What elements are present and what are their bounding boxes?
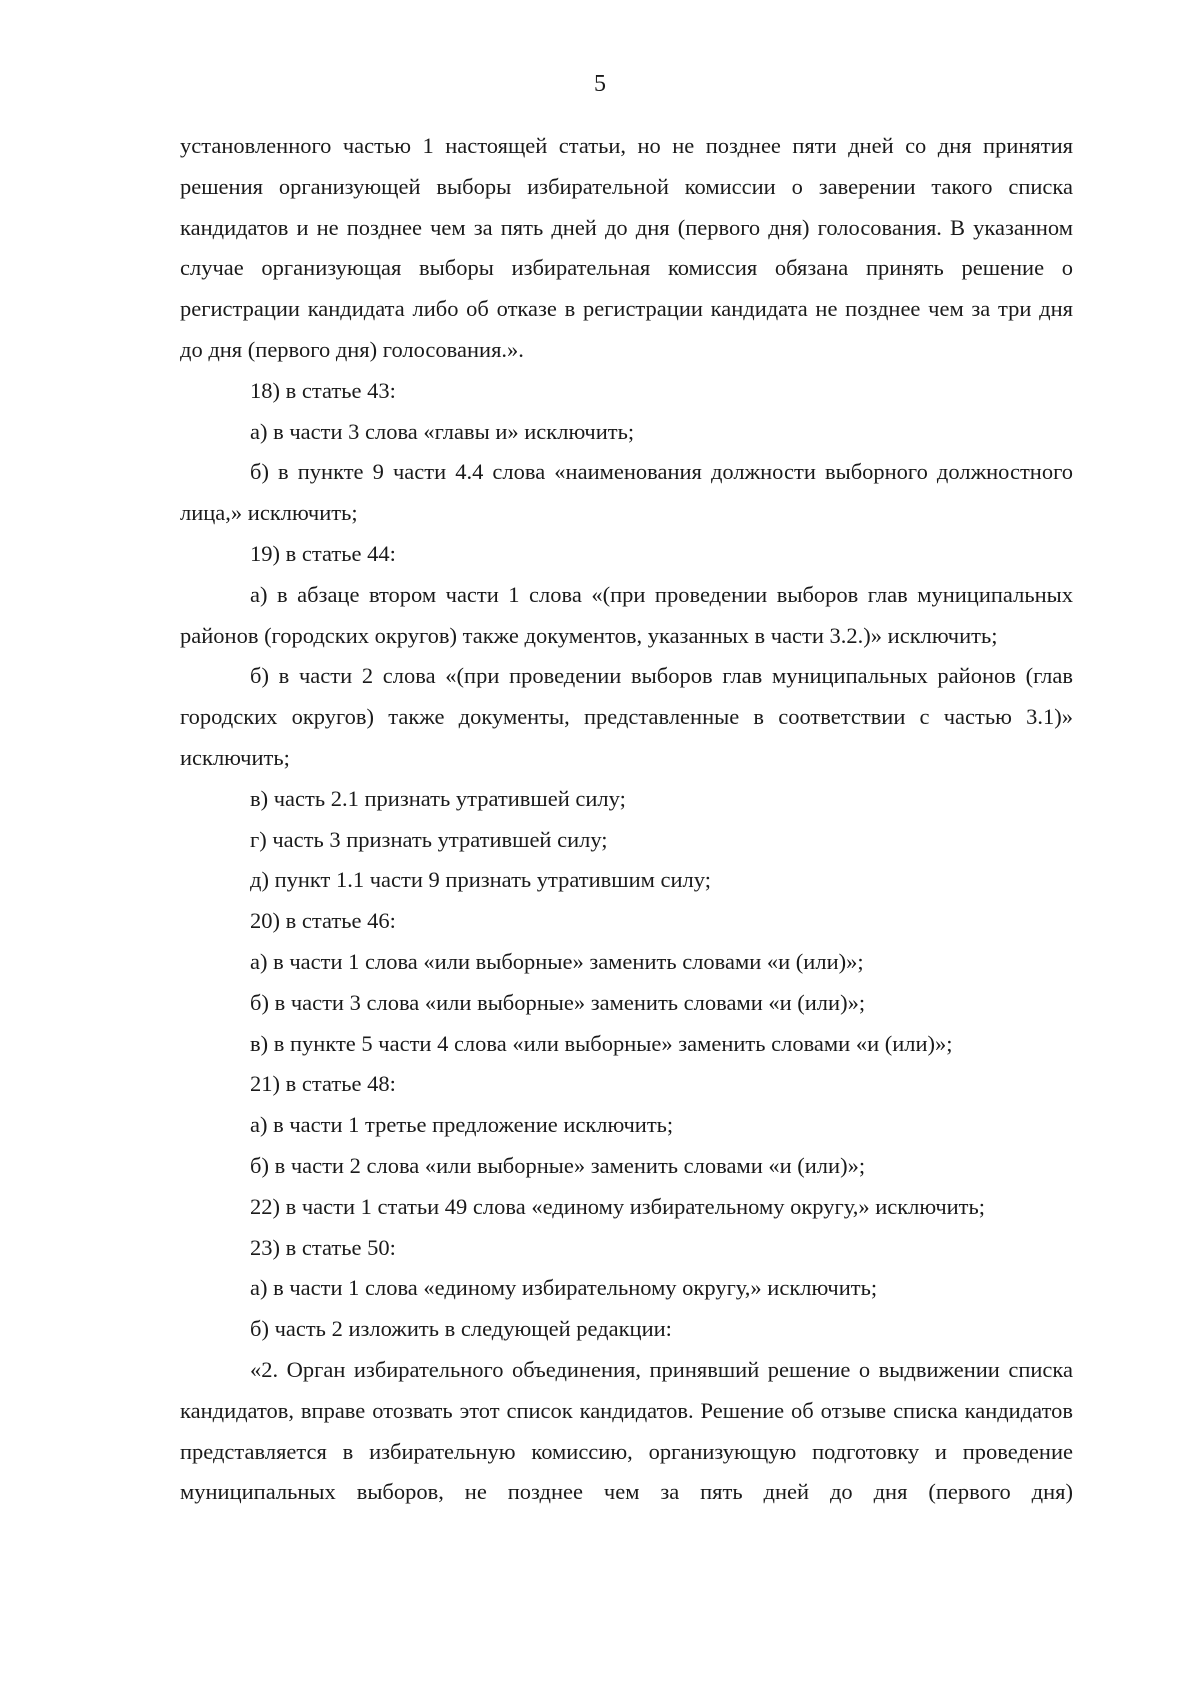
paragraph-item-21a: а) в части 1 третье предложение исключить;: [250, 1112, 674, 1138]
paragraph-item-20a: а) в части 1 слова «или выборные» заменить словами «и (или)»;: [250, 948, 864, 974]
paragraph-quoted-part-2: «2. Орган избирательного объединения, принявший решение о выдвижении списка кандидатов, вправе отозвать этот список кандидатов. Решение об отзыве списка кандидатов представляется в избирательную комиссию, организующую подготовку и проведение муниципальных выборов, не позднее чем за пять дней до дня (первого дня): [180, 1356, 1073, 1505]
paragraph-item-19g: г) часть 3 признать утратившей силу;: [250, 826, 608, 852]
paragraph-item-23a: а) в части 1 слова «единому избирательному округу,» исключить;: [250, 1275, 878, 1301]
paragraph-continuation: установленного частью 1 настоящей статьи, но не позднее пяти дней со дня принятия решения организующей выборы избирательной комиссии о заверении такого списка кандидатов и не позднее чем за пять дней до дня (первого дня) голосования. В указанном случае организующая выборы избирательная комиссия обязана принять решение о регистрации кандидата либо об отказе в регистрации кандидата не позднее чем за три дня до дня (первого дня) голосования.».: [180, 133, 1073, 362]
document-body: [180, 126, 1073, 1513]
paragraph-item-19d: д) пункт 1.1 части 9 признать утратившим силу;: [250, 867, 711, 893]
paragraph-item-18a: а) в части 3 слова «главы и» исключить;: [250, 418, 635, 444]
paragraph-item-20v: в) в пункте 5 части 4 слова «или выборные» заменить словами «и (или)»;: [250, 1030, 953, 1056]
paragraph-item-19a: а) в абзаце втором части 1 слова «(при проведении выборов глав муниципальных районов (городских округов) также документов, указанных в части 3.2.)» исключить;: [180, 581, 1073, 648]
paragraph-item-18: 18) в статье 43:: [250, 377, 396, 403]
page-number: 5: [594, 71, 606, 97]
paragraph-item-20b: б) в части 3 слова «или выборные» заменить словами «и (или)»;: [250, 989, 866, 1015]
paragraph-item-18b: б) в пункте 9 части 4.4 слова «наименования должности выборного должностного лица,» исключить;: [180, 459, 1073, 526]
paragraph-item-21: 21) в статье 48:: [250, 1071, 396, 1097]
paragraph-item-21b: б) в части 2 слова «или выборные» заменить словами «и (или)»;: [250, 1152, 866, 1178]
paragraph-item-20: 20) в статье 46:: [250, 908, 396, 934]
paragraph-item-19b: б) в части 2 слова «(при проведении выборов глав муниципальных районов (глав городских округов) также документы, представленные в соответствии с частью 3.1)» исключить;: [180, 663, 1073, 770]
paragraph-item-23b: б) часть 2 изложить в следующей редакции:: [250, 1316, 672, 1342]
paragraph-item-19v: в) часть 2.1 признать утратившей силу;: [250, 785, 626, 811]
paragraph-item-19: 19) в статье 44:: [250, 540, 396, 566]
paragraph-item-22: 22) в части 1 статьи 49 слова «единому избирательному округу,» исключить;: [250, 1193, 986, 1219]
paragraph-item-23: 23) в статье 50:: [250, 1234, 396, 1260]
